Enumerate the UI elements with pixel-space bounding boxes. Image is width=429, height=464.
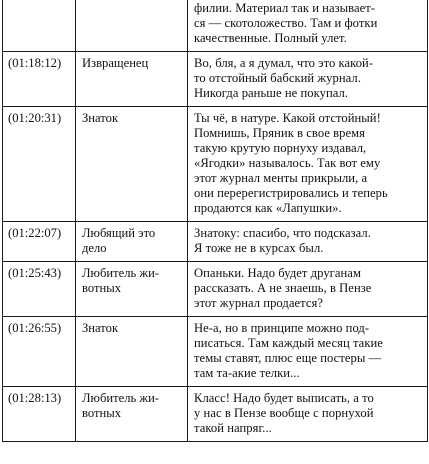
- row-time: [3, 0, 76, 52]
- chat-log-table: [2, 0, 428, 442]
- message-line: рассказать. А не знаешь, в Пензе: [194, 281, 372, 295]
- row-nickname: [76, 107, 188, 222]
- table-row: [3, 317, 428, 387]
- message-line: этот журнал продается?: [194, 296, 323, 310]
- nickname-line: Извращенец: [82, 56, 149, 70]
- table-row: [3, 222, 428, 262]
- row-nickname: [76, 262, 188, 317]
- chat-log-body: [3, 0, 428, 442]
- message-line: такую крутую порнуху издавал,: [194, 141, 367, 155]
- row-time: (01:28:13): [3, 387, 76, 442]
- nickname-line: Любитель жи-: [82, 266, 160, 280]
- row-time: (01:25:43): [3, 262, 76, 317]
- message-line: качественные. Полный улет.: [194, 31, 347, 45]
- nickname-line: дело: [82, 241, 107, 255]
- message-line: то отстойный бабский журнал.: [194, 71, 361, 85]
- message-line: там та-акие телки...: [194, 366, 300, 380]
- message-line: Знатоку: спасибо, что подсказал.: [194, 226, 371, 240]
- message-line: такой напряг...: [194, 421, 272, 435]
- message-line: продаются как «Лапушки».: [194, 201, 342, 215]
- nickname-line: Знаток: [82, 321, 119, 335]
- message-line: этот журнал менты прикрыли, а: [194, 171, 368, 185]
- nickname-line: вотных: [82, 406, 121, 420]
- message-line: темы ставят, плюс еще постеры —: [194, 351, 382, 365]
- table-row: [3, 262, 428, 317]
- message-line: «Ягодки» называлось. Так вот ему: [194, 156, 381, 170]
- row-message: [188, 107, 428, 222]
- table-row: [3, 107, 428, 222]
- table-row: [3, 0, 428, 52]
- message-line: писаться. Там каждый месяц такие: [194, 336, 383, 350]
- message-line: Никогда раньше не покупал.: [194, 86, 349, 100]
- row-message: [188, 0, 428, 52]
- message-line: Я тоже не в курсах был.: [194, 241, 324, 255]
- message-line: Ты чё, в натуре. Какой отстойный!: [194, 111, 381, 125]
- nickname-line: Любящий это: [82, 226, 156, 240]
- row-message: [188, 52, 428, 107]
- nickname-line: Любитель жи-: [82, 391, 160, 405]
- message-line: Помнишь, Пряник в свое время: [194, 126, 365, 140]
- message-line: Не-а, но в принципе можно под-: [194, 321, 370, 335]
- message-line: Во, бля, а я думал, что это какой-: [194, 56, 374, 70]
- row-message: [188, 387, 428, 442]
- row-message: [188, 317, 428, 387]
- row-time: (01:22:07): [3, 222, 76, 262]
- message-line: филии. Материал так и называет-: [194, 1, 376, 15]
- nickname-line: вотных: [82, 281, 121, 295]
- message-line: у нас в Пензе вообще с порнухой: [194, 406, 374, 420]
- message-line: ся — скотоложество. Там и фотки: [194, 16, 378, 30]
- message-line: Класс! Надо будет выписать, а то: [194, 391, 374, 405]
- row-time: (01:20:31): [3, 107, 76, 222]
- row-message: [188, 262, 428, 317]
- row-nickname: [76, 317, 188, 387]
- nickname-line: Знаток: [82, 111, 119, 125]
- row-message: [188, 222, 428, 262]
- table-row: [3, 52, 428, 107]
- row-nickname: [76, 387, 188, 442]
- row-time: (01:26:55): [3, 317, 76, 387]
- row-nickname: [76, 0, 188, 52]
- message-line: Опаньки. Надо будет друганам: [194, 266, 361, 280]
- table-row: [3, 387, 428, 442]
- row-nickname: [76, 52, 188, 107]
- row-time: (01:18:12): [3, 52, 76, 107]
- row-nickname: [76, 222, 188, 262]
- message-line: они перерегистрировались и теперь: [194, 186, 388, 200]
